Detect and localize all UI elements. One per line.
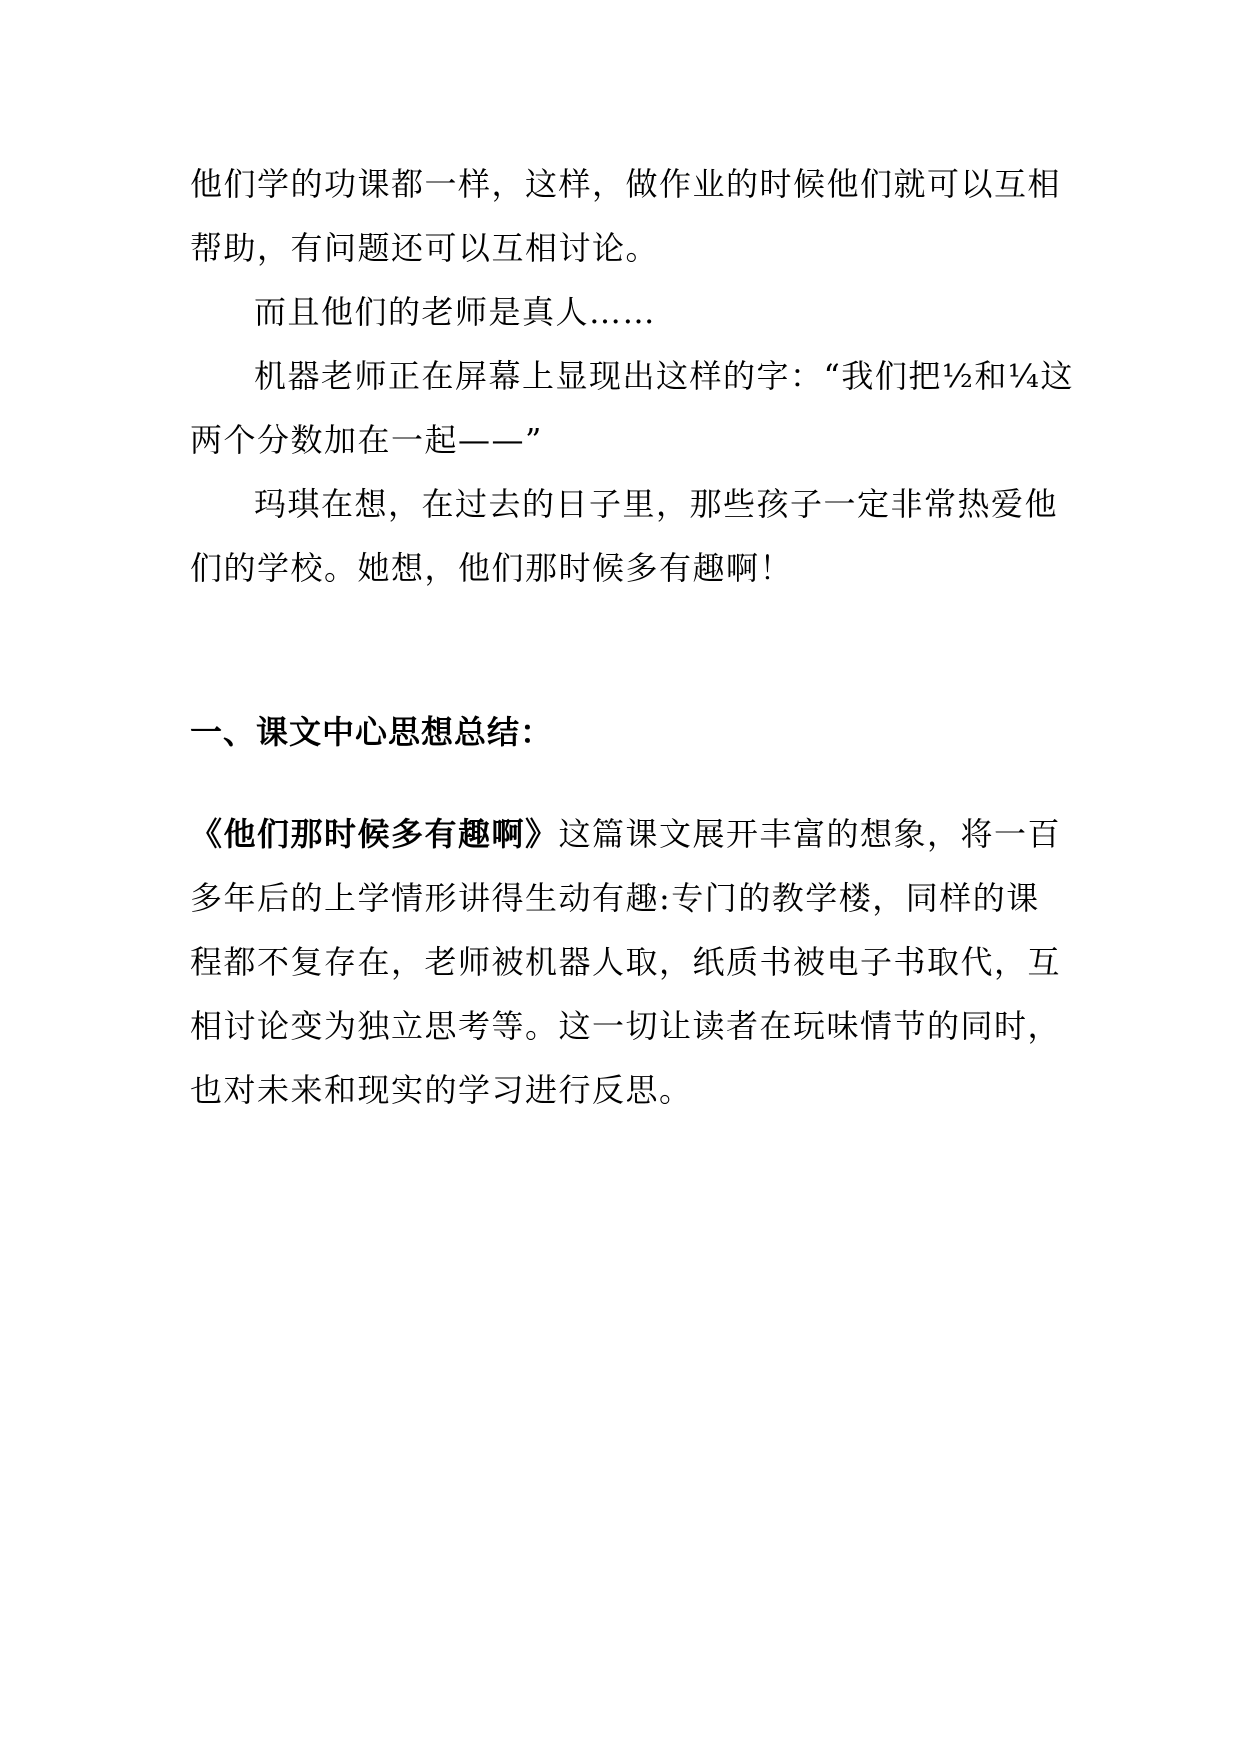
passage-p2-line1: 而且他们的老师是真人…… [254,293,657,331]
summary-line4: 相讨论变为独立思考等。这一切让读者在玩味情节的同时， [190,1007,1062,1045]
summary-line1-rest: 这篇课文展开丰富的想象，将一百 [558,815,1062,853]
summary-line3: 程都不复存在，老师被机器人取，纸质书被电子书取代，互 [190,943,1062,981]
passage-p3-line1: 机器老师正在屏幕上显现出这样的字：“我们把½和¼这 [254,357,1074,395]
summary-line5: 也对未来和现实的学习进行反思。 [190,1071,693,1109]
passage-p4-line2: 们的学校。她想，他们那时候多有趣啊！ [190,549,794,587]
summary-line1 [190,814,1061,854]
passage-p1-line2: 帮助，有问题还可以互相讨论。 [190,229,660,267]
lesson-title: 《他们那时候多有趣啊》 [190,815,559,853]
passage-p4-line1: 玛琪在想，在过去的日子里，那些孩子一定非常热爱他 [254,485,1059,523]
summary-heading: 一、课文中心思想总结： [190,713,554,751]
passage-p1-line1: 他们学的功课都一样，这样，做作业的时候他们就可以互相 [190,165,1062,203]
summary-line2: 多年后的上学情形讲得生动有趣:专门的教学楼，同样的课 [190,879,1040,917]
passage-p3-line2: 两个分数加在一起——” [190,421,543,459]
